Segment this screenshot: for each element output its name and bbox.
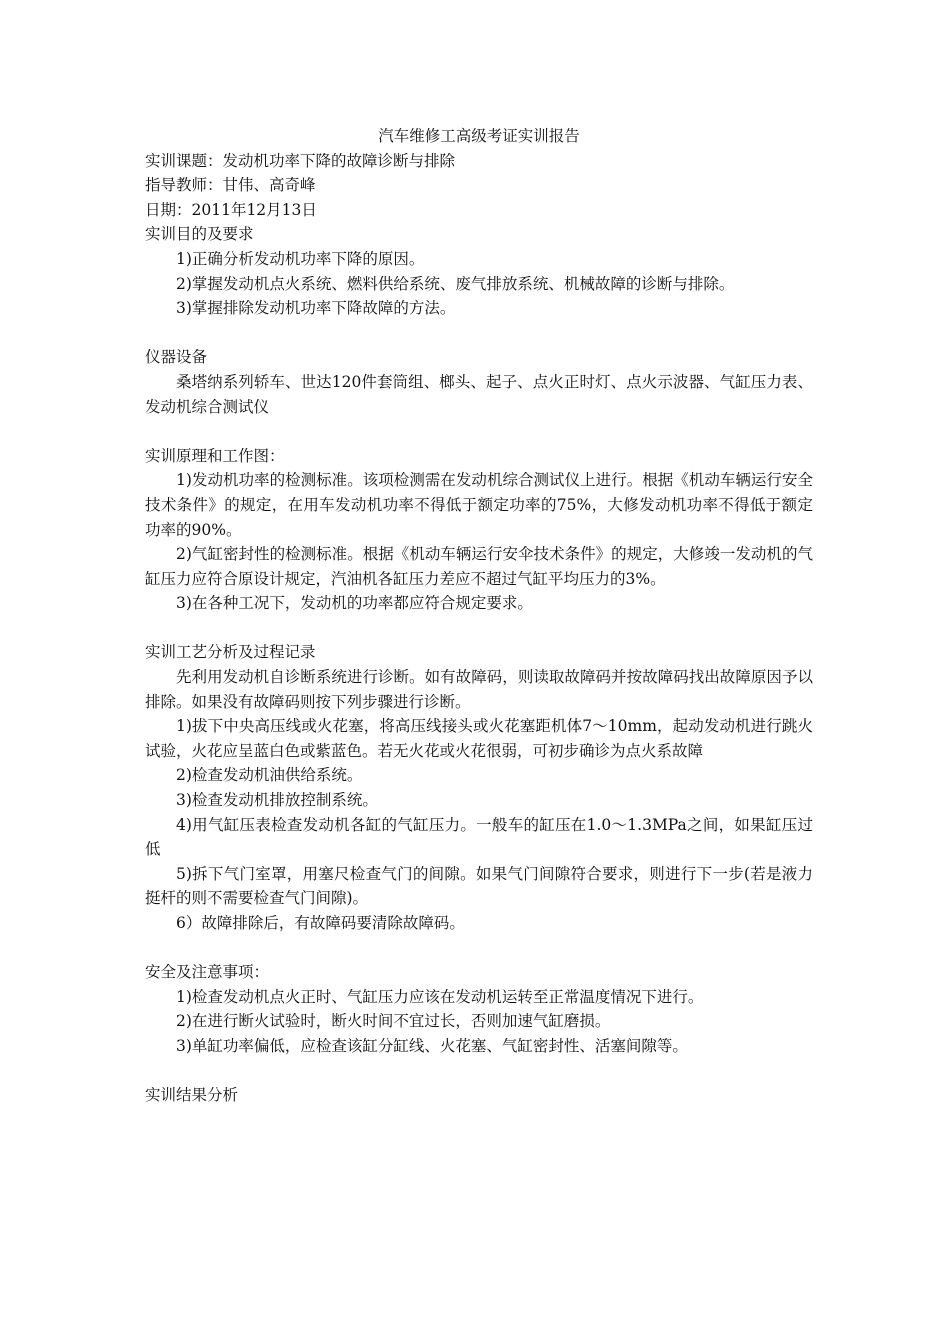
report-body [145,124,813,1108]
training-topic: 实训课题：发动机功率下降的故障诊断与排除 [145,151,456,170]
process-item: 4)用气缸压表检查发动机各缸的气缸压力。一般车的缸压在1.0～1.3MPa之间，如果缸压过低 [145,815,813,859]
process-intro: 先利用发动机自诊断系统进行诊断。如有故障码，则读取故障码并按故障码找出故障原因予以排除。如果没有故障码则按下列步骤进行诊断。 [145,668,813,711]
principle-item: 3)在各种工况下，发动机的功率都应符合规定要求。 [176,594,533,613]
report-date: 日期：2011年12月13日 [145,200,317,219]
safety-item: 1)检查发动机点火正时、气缸压力应该在发动机运转至正常温度情况下进行。 [176,987,704,1006]
report-title: 汽车维修工高级考证实训报告 [378,127,580,145]
process-item: 3)检查发动机排放控制系统。 [176,791,378,810]
objectives-heading: 实训目的及要求 [145,225,254,244]
process-item: 6）故障排除后，有故障码要清除故障码。 [176,914,465,932]
principle-item: 2)气缸密封性的检测标准。根据《机动车辆运行安伞技术条件》的规定，大修竣一发动机的气缸压力应符合原设计规定，汽油机各缸压力差应不超过气缸平均压力的3%。 [145,545,813,588]
process-item: 1)拔下中央高压线或火花塞，将高压线接头或火花塞距机体7～10mm，起动发动机进行跳火试验，火花应呈蓝白色或紫蓝色。若无火花或火花很弱，可初步确诊为点火系故障 [145,717,813,760]
equipment-heading: 仪器设备 [145,348,208,367]
principle-item: 1)发动机功率的检测标准。该项检测需在发动机综合测试仪上进行。根据《机动车辆运行安全技术条件》的规定，在用车发动机功率不得低于额定功率的75%，大修发动机功率不得低于额定功率的90%。 [145,471,813,539]
principle-heading: 实训原理和工作图： [145,446,285,465]
result-heading: 实训结果分析 [145,1086,239,1105]
objective-item: 1)正确分析发动机功率下降的原因。 [176,249,425,268]
objective-item: 2)掌握发动机点火系统、燃料供给系统、废气排放系统、机械故障的诊断与排除。 [176,274,735,293]
safety-heading: 安全及注意事项： [145,963,270,982]
objective-item: 3)掌握排除发动机功率下降故障的方法。 [176,299,456,318]
process-heading: 实训工艺分析及过程记录 [145,643,316,662]
safety-item: 2)在进行断火试验时，断火时间不宜过长，否则加速气缸磨损。 [176,1012,611,1031]
process-item: 5)拆下气门室罩，用塞尺检查气门的间隙。如果气门间隙符合要求，则进行下一步(若是液力挺杆的则不需要检查气门间隙)。 [145,864,813,908]
process-item: 2)检查发动机油供给系统。 [176,766,363,785]
equipment-text: 桑塔纳系列轿车、世达120件套筒组、榔头、起子、点火正时灯、点火示波器、气缸压力表、发动机综合测试仪 [145,372,813,416]
safety-item: 3)单缸功率偏低，应检查该缸分缸线、火花塞、气缸密封性、活塞间隙等。 [176,1036,688,1055]
instructor: 指导教师：甘伟、高奇峰 [145,176,316,195]
